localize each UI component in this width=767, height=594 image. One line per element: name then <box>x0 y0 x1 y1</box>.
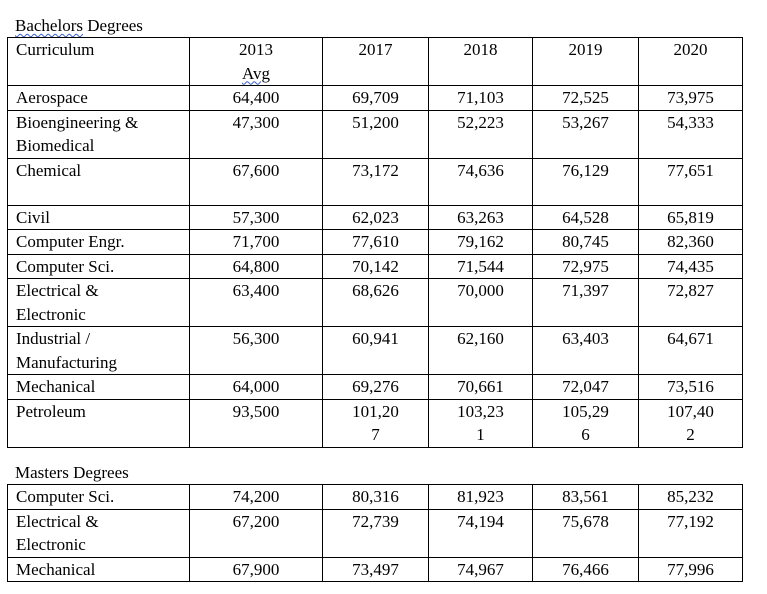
header-curriculum: Curriculum <box>8 38 190 86</box>
cell-2019: 72,975 <box>533 254 639 279</box>
cell-2018: 79,162 <box>429 230 533 255</box>
cell-2020: 74,435 <box>639 254 743 279</box>
cell-2013: 64,000 <box>190 375 323 400</box>
table-row-mechanical <box>8 375 743 400</box>
cell-2018: 74,967 <box>429 557 533 582</box>
cell-2019: 53,267 <box>533 110 639 158</box>
cell-2020: 82,360 <box>639 230 743 255</box>
header-row <box>8 38 743 86</box>
table-row-masters-computer-sci <box>8 485 743 510</box>
cell-2020: 54,333 <box>639 110 743 158</box>
cell-2013: 67,900 <box>190 557 323 582</box>
cell-2019: 83,561 <box>533 485 639 510</box>
cell-2019: 63,403 <box>533 327 639 375</box>
cell-2020: 65,819 <box>639 205 743 230</box>
cell-2019: 71,397 <box>533 279 639 327</box>
cell-2018: 52,223 <box>429 110 533 158</box>
cell-2019: 76,466 <box>533 557 639 582</box>
cell-2018: 71,103 <box>429 86 533 111</box>
cell-2019: 72,047 <box>533 375 639 400</box>
cell-2013: 93,500 <box>190 399 323 447</box>
header-avg: Avg <box>241 63 270 83</box>
table-row-chemical <box>8 158 743 205</box>
cell-2019: 105,29 6 <box>533 399 639 447</box>
cell-2017: 77,610 <box>323 230 429 255</box>
header-2018: 2018 <box>429 38 533 86</box>
cell-2018: 103,23 1 <box>429 399 533 447</box>
row-label: Petroleum <box>8 399 190 447</box>
cell-2018: 74,194 <box>429 509 533 557</box>
table-row-industrial <box>8 327 743 375</box>
cell-2013: 71,700 <box>190 230 323 255</box>
cell-2018: 63,263 <box>429 205 533 230</box>
cell-2020: 72,827 <box>639 279 743 327</box>
table-row-masters-electrical <box>8 509 743 557</box>
cell-2017: 60,941 <box>323 327 429 375</box>
row-label: Computer Sci. <box>8 254 190 279</box>
row-label: Electrical & Electronic <box>8 279 190 327</box>
cell-2013: 56,300 <box>190 327 323 375</box>
header-2019: 2019 <box>533 38 639 86</box>
cell-2017: 51,200 <box>323 110 429 158</box>
cell-2020: 64,671 <box>639 327 743 375</box>
cell-2017: 73,497 <box>323 557 429 582</box>
cell-2018: 81,923 <box>429 485 533 510</box>
cell-2013: 63,400 <box>190 279 323 327</box>
bachelors-table <box>7 37 743 448</box>
cell-2017: 68,626 <box>323 279 429 327</box>
row-label: Bioengineering & Biomedical <box>8 110 190 158</box>
table-row-computer-engr <box>8 230 743 255</box>
cell-2020: 77,651 <box>639 158 743 205</box>
cell-2019: 80,745 <box>533 230 639 255</box>
table-row-electrical <box>8 279 743 327</box>
header-2013: 2013 <box>239 40 273 59</box>
cell-2018: 62,160 <box>429 327 533 375</box>
table-row-petroleum <box>8 399 743 447</box>
masters-heading: Masters Degrees <box>15 463 129 482</box>
table-row-masters-mechanical <box>8 557 743 582</box>
cell-2020: 73,975 <box>639 86 743 111</box>
cell-2017: 72,739 <box>323 509 429 557</box>
cell-2020: 85,232 <box>639 485 743 510</box>
cell-2017: 62,023 <box>323 205 429 230</box>
table-row-bioengineering <box>8 110 743 158</box>
cell-2013: 64,400 <box>190 86 323 111</box>
cell-2013: 67,200 <box>190 509 323 557</box>
cell-2013: 47,300 <box>190 110 323 158</box>
cell-2013: 57,300 <box>190 205 323 230</box>
row-label: Civil <box>8 205 190 230</box>
header-2017: 2017 <box>323 38 429 86</box>
header-2013-avg <box>190 38 323 86</box>
header-2020: 2020 <box>639 38 743 86</box>
row-label: Computer Engr. <box>8 230 190 255</box>
cell-2013: 67,600 <box>190 158 323 205</box>
cell-2017: 80,316 <box>323 485 429 510</box>
cell-2020: 73,516 <box>639 375 743 400</box>
cell-2017: 101,20 7 <box>323 399 429 447</box>
cell-2017: 70,142 <box>323 254 429 279</box>
cell-2019: 75,678 <box>533 509 639 557</box>
cell-2019: 76,129 <box>533 158 639 205</box>
row-label: Chemical <box>8 158 190 205</box>
cell-2020: 77,192 <box>639 509 743 557</box>
masters-table <box>7 484 743 582</box>
degrees-heading-word: Degrees <box>87 16 143 35</box>
table-row-computer-sci <box>8 254 743 279</box>
cell-2020: 77,996 <box>639 557 743 582</box>
bachelors-heading <box>15 16 143 36</box>
cell-2019: 64,528 <box>533 205 639 230</box>
cell-2018: 70,661 <box>429 375 533 400</box>
cell-2013: 74,200 <box>190 485 323 510</box>
cell-2019: 72,525 <box>533 86 639 111</box>
table-row-aerospace <box>8 86 743 111</box>
cell-2017: 69,276 <box>323 375 429 400</box>
row-label: Mechanical <box>8 557 190 582</box>
cell-2013: 64,800 <box>190 254 323 279</box>
row-label: Mechanical <box>8 375 190 400</box>
row-label: Industrial / Manufacturing <box>8 327 190 375</box>
table-row-civil <box>8 205 743 230</box>
cell-2018: 70,000 <box>429 279 533 327</box>
cell-2020: 107,40 2 <box>639 399 743 447</box>
row-label: Computer Sci. <box>8 485 190 510</box>
bachelors-heading-word: Bachelors <box>15 16 83 35</box>
row-label: Electrical & Electronic <box>8 509 190 557</box>
cell-2017: 69,709 <box>323 86 429 111</box>
row-label: Aerospace <box>8 86 190 111</box>
cell-2017: 73,172 <box>323 158 429 205</box>
cell-2018: 71,544 <box>429 254 533 279</box>
cell-2018: 74,636 <box>429 158 533 205</box>
